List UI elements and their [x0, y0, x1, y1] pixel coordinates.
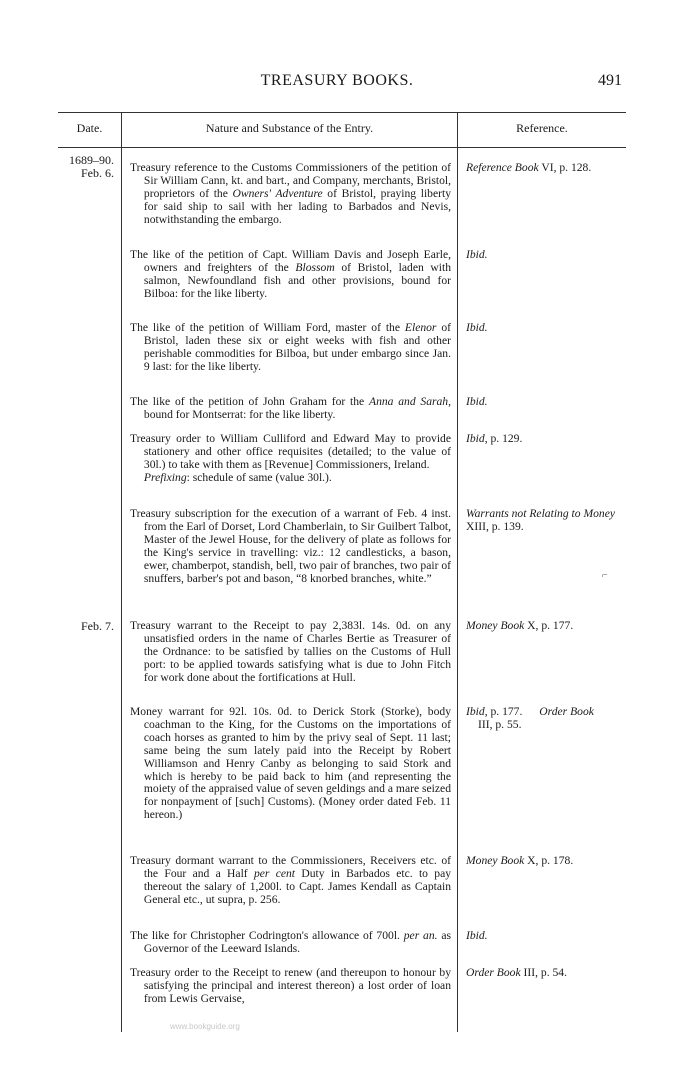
ref-codrington-allowance: Ibid. [466, 929, 488, 942]
reference-column-heading: Reference. [516, 121, 568, 135]
watermark: www.bookguide.org [170, 1022, 240, 1031]
margin-mark: ⌐ [602, 570, 608, 581]
entry-gervaise-order: Treasury order to the Receipt to renew (and thereupon to honour by satisfying the principal and interest thereon) a lost order of loan from Lewis Gervaise, [130, 966, 451, 1005]
running-title: TREASURY BOOKS. [260, 72, 414, 89]
ref-stork-warrant: Ibid, p. 177. Order Book III, p. 55. [466, 705, 594, 731]
ref-cann-petition: Reference Book VI, p. 128. [466, 161, 592, 174]
ref-plate-warrant: Warrants not Relating to Money XIII, p. 139. [466, 507, 615, 533]
date-column-heading: Date. [76, 121, 103, 135]
reference-column-divider [457, 112, 458, 1032]
nature-column-heading: Nature and Substance of the Entry. [205, 121, 374, 135]
entry-cann-petition: Treasury reference to the Customs Commissioners of the petition of Sir William Cann, kt. and bart., and Company, merchants, Bristol, proprietors of the Owners' Adventure of Bristol, praying liberty for said ship to sail with her lading to Barbados and Nevis, notwithstanding the embargo. [130, 161, 451, 226]
date-year: 1689–90. [69, 153, 114, 167]
entry-stork-warrant: Money warrant for 92l. 10s. 0d. to Derick Stork (Storke), body coachman to the King, for the Customs on the importations of coach horses as granted to him by the privy seal of Sept. 11 last; same being the sum lately paid into the Receipt by Robert Williamson and Henry Canby as belonging to said Stork and which is hereby to be paid back to him (and representing the moiety of the appraised value of seven geldings and a mare seized for nonpayment of [such] Customs). (Money order dated Feb. 11 hereon.) [130, 705, 451, 822]
ref-graham-petition: Ibid. [466, 395, 488, 408]
date-feb-6: Feb. 6. [81, 166, 114, 180]
ref-culliford-order: Ibid, p. 129. [466, 432, 523, 445]
entry-plate-warrant: Treasury subscription for the execution of a warrant of Feb. 4 inst. from the Earl of Dorset, Lord Chamberlain, to Sir Guilbert Talbot, Master of the Jewel House, for the delivery of plate as follows for the King's service in travelling: viz.: 12 candlesticks, a bason, ewer, chamberpot, standish, bell, two pair of branches, two pair of snuffers, barber's pot and bason, “8 knorbed branches, white.” [130, 507, 452, 585]
date-column-divider [121, 112, 122, 1032]
date-feb-7: Feb. 7. [81, 619, 114, 633]
entry-ordnance-warrant: Treasury warrant to the Receipt to pay 2,383l. 14s. 0d. on any unsatisfied orders in the name of Charles Bertie as Treasurer of the Ordnance: to be satisfied by tallies on the Customs of Hull port: to be applied towards satisfying what is due to John Fitch for work done about the fortifications at Hull. [130, 619, 451, 684]
entry-codrington-allowance: The like for Christopher Codrington's allowance of 700l. per an. as Governor of the Leeward Islands. [130, 929, 451, 955]
ref-ordnance-warrant: Money Book X, p. 177. [466, 619, 574, 632]
page-number: 491 [598, 72, 622, 89]
ref-gervaise-order: Order Book III, p. 54. [466, 966, 568, 979]
entry-culliford-order: Treasury order to William Culliford and Edward May to provide stationery and other office requisites (detailed; to the value of 30l.) to take with them as [Revenue] Commissioners, Ireland. Prefixing: schedule of same (value 30l.). [130, 432, 451, 484]
ref-davis-petition: Ibid. [466, 248, 488, 261]
table-header-rule [58, 147, 626, 148]
entry-davis-petition: The like of the petition of Capt. William Davis and Joseph Earle, owners and freighters of the Blossom of Bristol, laden with salmon, Newfoundland fish and other provisions, bound for Bilboa: for the like liberty. [130, 248, 451, 300]
table-top-rule [58, 112, 626, 113]
ref-ford-petition: Ibid. [466, 321, 488, 334]
ref-kendall-warrant: Money Book X, p. 178. [466, 854, 574, 867]
entry-kendall-warrant: Treasury dormant warrant to the Commissioners, Receivers etc. of the Four and a Half per cent Duty in Barbados etc. to pay thereout the salary of 1,200l. to Capt. James Kendall as Captain General etc., ut supra, p. 256. [130, 854, 452, 906]
entry-graham-petition: The like of the petition of John Graham for the Anna and Sarah, bound for Montserrat: for the like liberty. [130, 395, 451, 421]
entry-ford-petition: The like of the petition of William Ford, master of the Elenor of Bristol, laden these six or eight weeks with fish and other perishable commodities for Bilboa, but under embargo since Jan. 9 last: for the like liberty. [130, 321, 451, 373]
